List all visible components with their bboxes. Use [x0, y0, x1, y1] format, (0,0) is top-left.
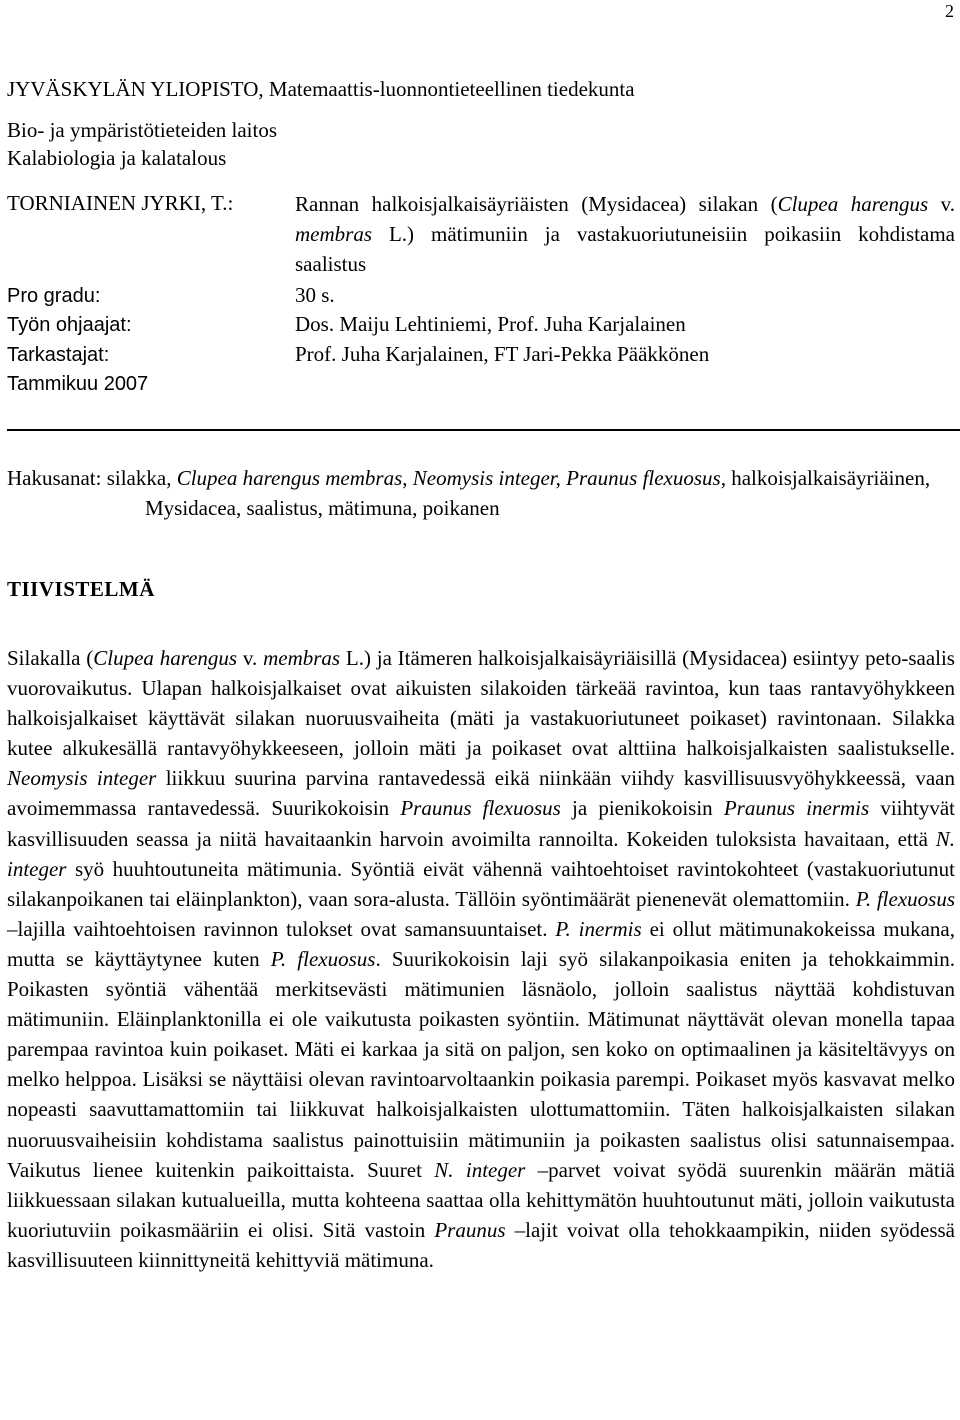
- abstract-part: viihtyvät kasvillisuuden seassa ja niitä havaitaankin harvoin avoimilta rannoilta. Kokeiden tuloksista havaitaan, että: [7, 796, 955, 851]
- abstract-part: L.) ja Itämeren halkoisjalkaisäyriäisillä (Mysidacea) esiintyy peto-saalis vuorovaikutus. Ulapan halkoisjalkaiset ovat aikuisten silakoiden tärkeää ravintoa, kun taas rantavyöhykkeen halkoisjalkaiset käyttävät silakan nuoruusvaiheita (mäti ja vastakuoriutuneet poikaset) ravintonaan. Silakka kutee alkukesällä rantavyöhykkeeseen, jolloin mäti ja poikaset ovat alttiina halkoisjalkaisten saalistukselle.: [7, 646, 955, 761]
- pages-value: 30 s.: [295, 283, 335, 307]
- abstract-part: –parvet voivat syödä suurenkin määrän mätiä liikkuessaan silakan kutualueilla, mutta kohteena saattaa olla kehittymätön huuhtoutunut mäti, jolloin vaikutusta kuoriutuviin poikasmääriin ei olisi. Sitä vastoin: [7, 1157, 955, 1242]
- unit: Kalabiologia ja kalatalous: [7, 146, 227, 170]
- abstract-part: Silakalla (: [7, 646, 94, 670]
- date: Tammikuu 2007: [7, 373, 149, 395]
- abstract-part: syö huuhtoutuneita mätimunia. Syöntiä eivät vähennä vaihtoehtoiset ravintokohteet (vastakuoriutunut silakanpoikanen tai eläinplankton), vaan sora-alusta. Tällöin syöntimäärät pienenevät olemattomiin.: [7, 856, 955, 911]
- abstract-part-italic: N. integer: [434, 1157, 526, 1182]
- abstract-part-italic: P. inermis: [555, 916, 642, 941]
- keywords-part: Hakusanat: silakka,: [7, 466, 177, 490]
- reviewers-label: Tarkastajat:: [7, 344, 110, 366]
- abstract-part-italic: Praunus inermis: [723, 796, 870, 821]
- title-part: Rannan halkoisjalkaisäyriäisten (Mysidacea) silakan (: [295, 192, 778, 216]
- meta-row-reviewers: [7, 340, 947, 369]
- title-part-italic: membras: [295, 222, 372, 246]
- abstract-part-italic: P. flexuosus: [855, 886, 955, 911]
- abstract-part: . Suurikokoisin laji syö silakanpoikasia eniten ja tehokkaimmin. Poikasten syöntiä vähentää merkitsevästi mätimunien läsnäolo, jolloin saalistus näyttää kohdistuvan mätimuniin. Eläinplanktonilla ei ole vaikutusta poikasten syöntiin. Mätimunat näyttävät olevan monella tapaa parempaa ravintoa kuin poikaset. Mäti ei karkaa ja sitä on paljon, sen koko on optimaalinen ja käsiteltävyys on melko helppoa. Lisäksi se näyttäisi olevan ravintoarvoltaankin poikasia parempi. Poikaset myös kasvavat melko nopeasti saavuttamattomiin tai liikkuvat halkoisjalkaisten ulottumattomiin. Täten halkoisjalkaisten silakan nuoruusvaiheisiin kohdistama saalistus painottuisiin mätimuniin ja poikasten saalistus olisi satunnaisempaa. Vaikutus lienee kuitenkin paikoittaista. Suuret: [7, 946, 955, 1182]
- abstract-part-italic: N. integer: [7, 826, 955, 881]
- abstract-body: [7, 643, 955, 1275]
- abstract-heading: TIIVISTELMÄ: [7, 577, 155, 601]
- keywords-part: halkoisjalkaisäyriäinen, Mysidacea, saalistus, mätimuna, poikanen: [145, 466, 931, 520]
- meta-row-pages: [7, 281, 947, 310]
- abstract-part-italic: Neomysis integer: [7, 766, 157, 791]
- abstract-part: –lajilla vaihtoehtoisen ravinnon tulokset ovat samansuuntaiset.: [7, 916, 556, 941]
- university-faculty: JYVÄSKYLÄN YLIOPISTO, Matemaattis-luonnontieteellinen tiedekunta: [7, 77, 635, 101]
- title-part: L.) mätimuniin ja vastakuoriutuneisiin poikasiin kohdistama saalistus: [295, 222, 955, 276]
- reviewers-value: Prof. Juha Karjalainen, FT Jari-Pekka Pääkkönen: [295, 342, 710, 366]
- abstract-part-italic: P. flexuosus: [270, 946, 376, 971]
- abstract-part-italic: Praunus: [434, 1217, 506, 1242]
- meta-row-supervisors: [7, 310, 947, 339]
- keywords: [7, 463, 957, 523]
- abstract-part: v.: [237, 646, 264, 670]
- abstract-part: –lajit voivat olla tehokkaampikin, niiden syödessä kasvillisuuteen kiinnittyneitä kehittyviä mätimuna.: [7, 1217, 955, 1272]
- horizontal-rule: [7, 429, 960, 431]
- supervisors-label: Työn ohjaajat:: [7, 314, 132, 336]
- department: Bio- ja ympäristötieteiden laitos: [7, 118, 278, 142]
- title-part-italic: Clupea harengus: [777, 192, 929, 216]
- abstract-part-italic: Praunus flexuosus: [400, 796, 561, 821]
- keywords-part: ,: [402, 466, 413, 490]
- abstract-part-italic: membras: [263, 646, 341, 670]
- thesis-author: TORNIAINEN JYRKI, T.:: [7, 191, 234, 215]
- pages-label: Pro gradu:: [7, 285, 101, 307]
- abstract-part: liikkuu suurina parvina rantavedessä eikä niinkään viihdy kasvillisuusvyöhykkeessä, vaan avoimemmassa rantavedessä. Suurikokoisin: [7, 766, 955, 821]
- keywords-part-italic: Neomysis integer, Praunus flexuosus,: [412, 466, 726, 490]
- supervisors-value: Dos. Maiju Lehtiniemi, Prof. Juha Karjalainen: [295, 312, 686, 336]
- keywords-part-italic: Clupea harengus membras: [176, 466, 403, 490]
- page-number: 2: [945, 1, 954, 21]
- thesis-title: [295, 189, 955, 279]
- abstract-part-italic: Clupea harengus: [93, 646, 238, 670]
- abstract-part: ei ollut mätimunakokeissa mukana, mutta se käyttäytynee kuten: [7, 916, 955, 971]
- abstract-part: ja pienikokoisin: [560, 796, 724, 821]
- title-part: v.: [928, 192, 955, 216]
